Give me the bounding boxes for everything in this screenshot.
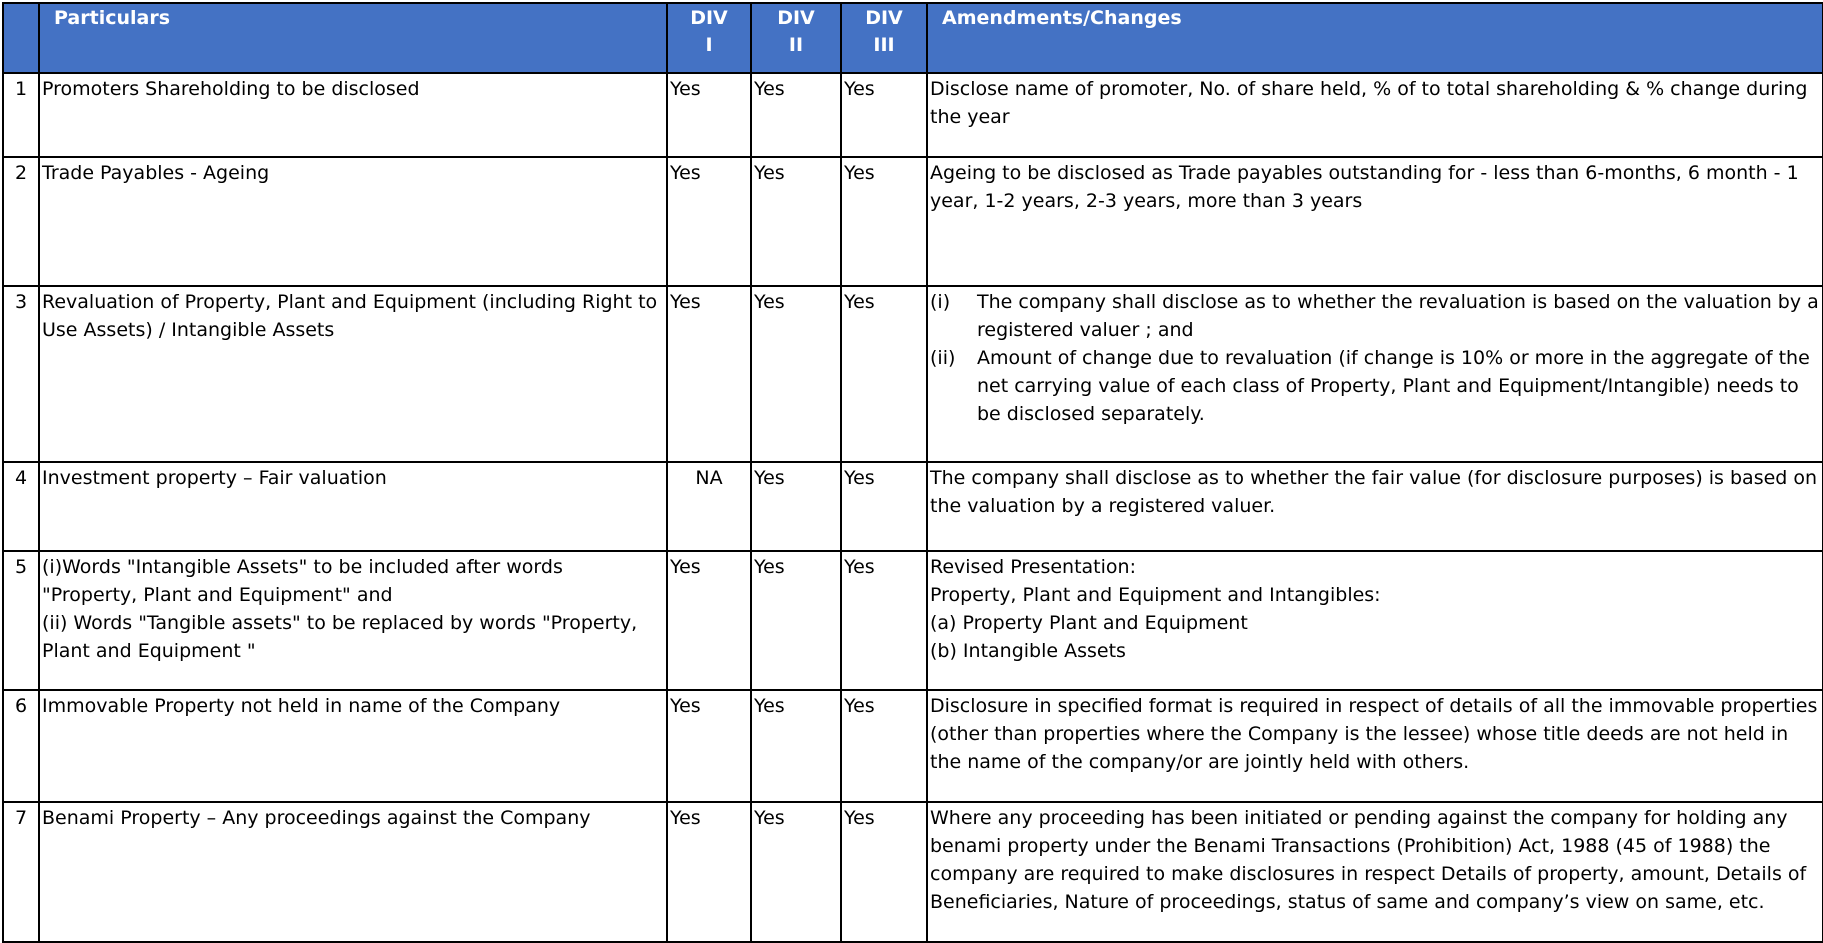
table-row (3, 690, 1823, 802)
amendment-item-text: Amount of change due to revaluation (if change is 10% or more in the aggregate of the net carrying value of each class of Property, Plant and Equipment/Intangible) needs to be disclosed separately. (977, 347, 1810, 425)
table-row (3, 802, 1823, 942)
table-row (3, 286, 1823, 462)
row-div-3: Yes (841, 286, 927, 462)
header-particulars: Particulars (39, 3, 667, 73)
header-div-1: DIV I (667, 3, 751, 73)
header-amendments: Amendments/Changes (927, 3, 1823, 73)
row-number: 2 (3, 157, 39, 286)
header-div-3: DIV III (841, 3, 927, 73)
amendment-item-text: The company shall disclose as to whether the revaluation is based on the valuation by a registered valuer ; and (977, 291, 1819, 341)
row-div-1: Yes (667, 73, 751, 157)
row-div-3: Yes (841, 802, 927, 942)
row-div-3: Yes (841, 73, 927, 157)
row-number: 6 (3, 690, 39, 802)
row-div-1: NA (667, 462, 751, 551)
row-div-2: Yes (751, 802, 841, 942)
row-particulars: Immovable Property not held in name of the Company (39, 690, 667, 802)
row-div-1: Yes (667, 286, 751, 462)
row-amendments: Disclose name of promoter, No. of share held, % of to total shareholding & % change during the year (927, 73, 1823, 157)
row-div-2: Yes (751, 462, 841, 551)
row-particulars: Promoters Shareholding to be disclosed (39, 73, 667, 157)
row-particulars: Benami Property – Any proceedings against the Company (39, 802, 667, 942)
particulars-line: (i)Words "Intangible Assets" to be included after words "Property, Plant and Equipment" and (42, 556, 563, 606)
row-number: 7 (3, 802, 39, 942)
amendment-item-key: (i) (930, 291, 951, 313)
row-number: 4 (3, 462, 39, 551)
row-div-1: Yes (667, 690, 751, 802)
row-div-2: Yes (751, 286, 841, 462)
row-amendments: Where any proceeding has been initiated or pending against the company for holding any benami property under the Benami Transactions (Prohibition) Act, 1988 (45 of 1988) the company are required to make disclosures in respect Details of property, amount, Details of Beneficiaries, Nature of proceedings, status of same and company’s view on same, etc. (927, 802, 1823, 942)
row-div-2: Yes (751, 690, 841, 802)
row-div-1: Yes (667, 157, 751, 286)
row-amendments (927, 551, 1823, 690)
row-amendments: Disclosure in specified format is required in respect of details of all the immovable properties (other than properties where the Company is the lessee) whose title deeds are not held in the name of the company/or are jointly held with others. (927, 690, 1823, 802)
row-number: 3 (3, 286, 39, 462)
table-row (3, 157, 1823, 286)
row-div-1: Yes (667, 802, 751, 942)
amendment-line: Revised Presentation: (930, 556, 1136, 578)
row-particulars (39, 551, 667, 690)
header-div-2: DIV II (751, 3, 841, 73)
disclosure-table (2, 2, 1823, 943)
table-row (3, 551, 1823, 690)
amendment-item (930, 288, 1820, 344)
amendment-line: Property, Plant and Equipment and Intangibles: (930, 584, 1381, 606)
header-row (3, 3, 1823, 73)
row-div-2: Yes (751, 157, 841, 286)
row-particulars: Investment property – Fair valuation (39, 462, 667, 551)
row-div-1: Yes (667, 551, 751, 690)
row-div-2: Yes (751, 551, 841, 690)
row-number: 1 (3, 73, 39, 157)
amendment-line: (b) Intangible Assets (930, 640, 1126, 662)
header-number (3, 3, 39, 73)
row-div-3: Yes (841, 690, 927, 802)
table-row (3, 462, 1823, 551)
row-particulars: Revaluation of Property, Plant and Equipment (including Right to Use Assets) / Intangible Assets (39, 286, 667, 462)
amendment-item (930, 344, 1820, 428)
row-div-3: Yes (841, 157, 927, 286)
row-div-2: Yes (751, 73, 841, 157)
row-amendments: Ageing to be disclosed as Trade payables outstanding for - less than 6-months, 6 month - 1 year, 1-2 years, 2-3 years, more than 3 years (927, 157, 1823, 286)
row-div-3: Yes (841, 551, 927, 690)
particulars-line: (ii) Words "Tangible assets" to be replaced by words "Property, Plant and Equipment " (42, 612, 638, 662)
amendment-line: (a) Property Plant and Equipment (930, 612, 1248, 634)
row-particulars: Trade Payables - Ageing (39, 157, 667, 286)
row-amendments (927, 286, 1823, 462)
row-amendments: The company shall disclose as to whether the fair value (for disclosure purposes) is based on the valuation by a registered valuer. (927, 462, 1823, 551)
row-div-3: Yes (841, 462, 927, 551)
row-number: 5 (3, 551, 39, 690)
table-row (3, 73, 1823, 157)
amendment-item-key: (ii) (930, 347, 956, 369)
